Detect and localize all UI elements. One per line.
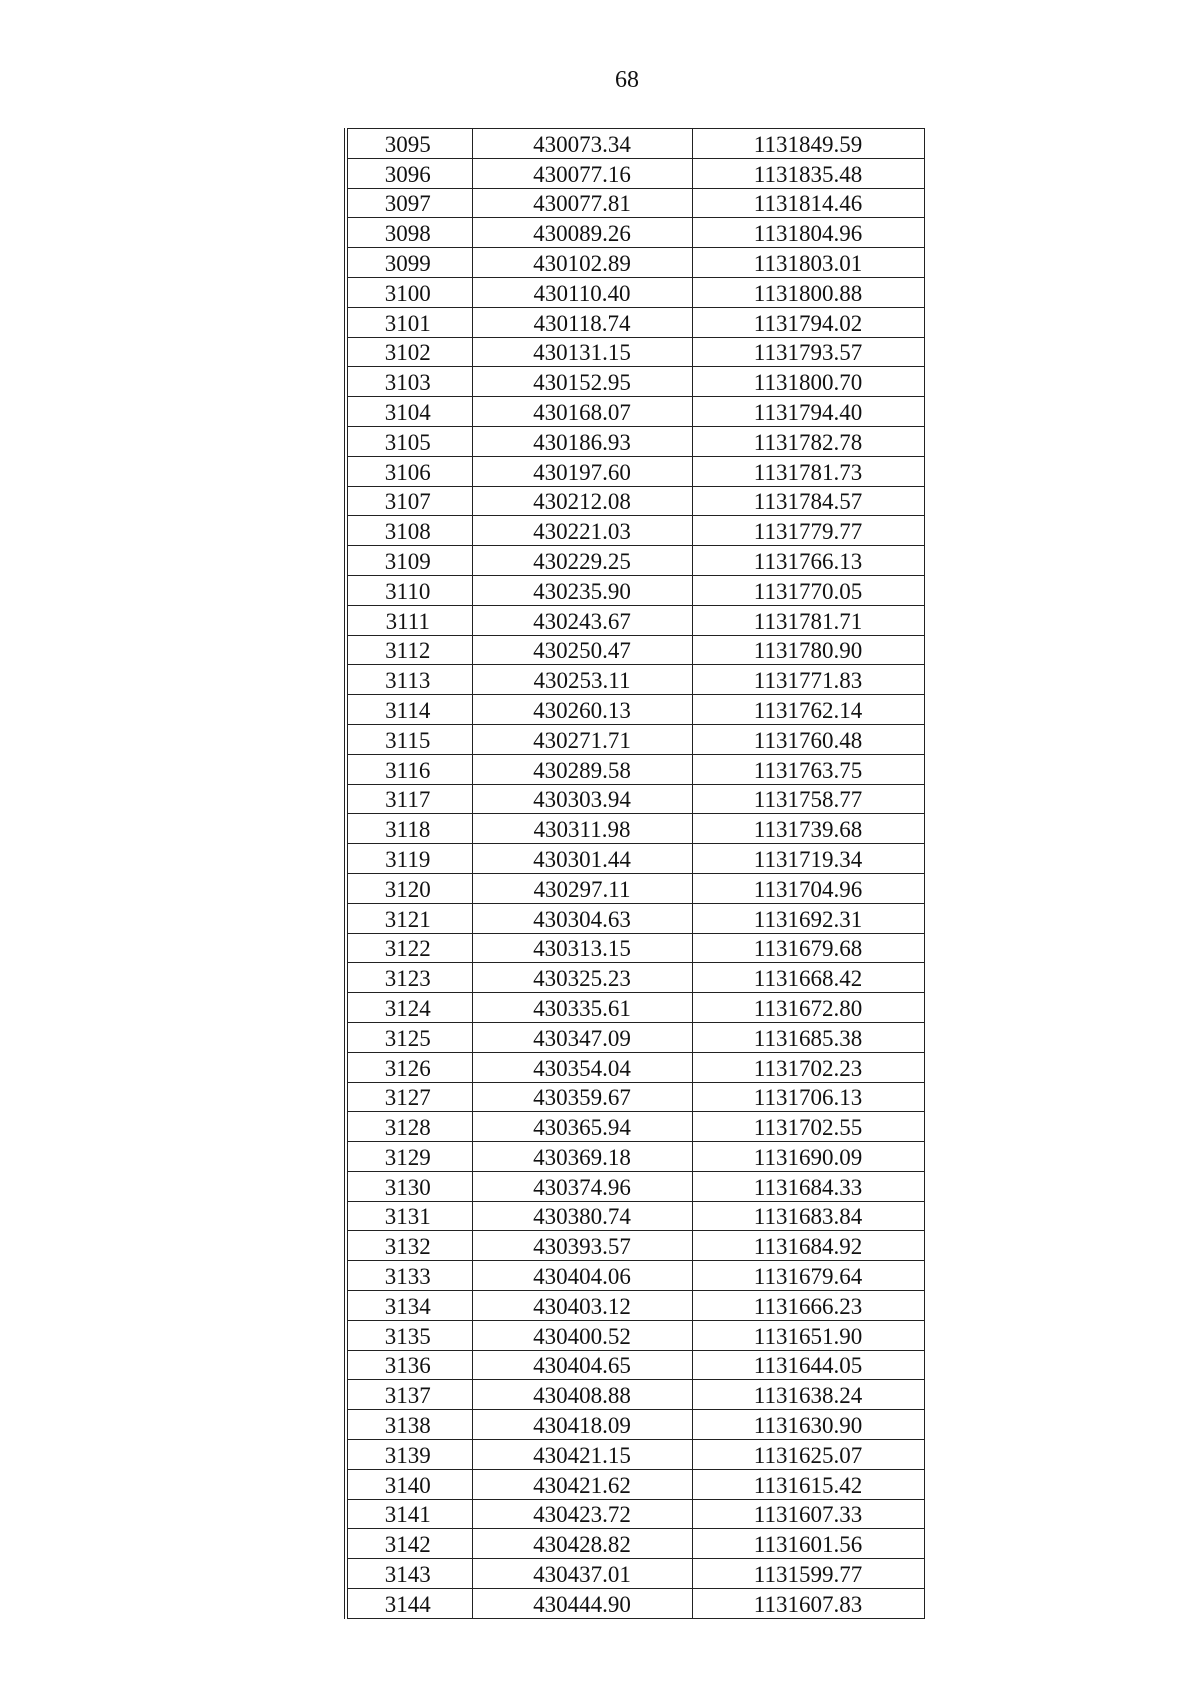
- table-row: [346, 903, 924, 933]
- table-row: [346, 248, 924, 278]
- point-number-cell: 3132: [346, 1231, 472, 1261]
- y-coordinate-cell: 1131651.90: [692, 1320, 924, 1350]
- point-number-cell: 3096: [346, 158, 472, 188]
- table-row: [346, 367, 924, 397]
- point-number-cell: 3139: [346, 1440, 472, 1470]
- y-coordinate-cell: 1131690.09: [692, 1142, 924, 1172]
- table-row: [346, 426, 924, 456]
- x-coordinate-cell: 430197.60: [472, 456, 692, 486]
- y-coordinate-cell: 1131763.75: [692, 754, 924, 784]
- table-row: [346, 516, 924, 546]
- table-row: [346, 1440, 924, 1470]
- table-row: [346, 665, 924, 695]
- y-coordinate-cell: 1131685.38: [692, 1022, 924, 1052]
- y-coordinate-cell: 1131739.68: [692, 814, 924, 844]
- y-coordinate-cell: 1131760.48: [692, 724, 924, 754]
- y-coordinate-cell: 1131782.78: [692, 426, 924, 456]
- point-number-cell: 3099: [346, 248, 472, 278]
- table-row: [346, 844, 924, 874]
- x-coordinate-cell: 430335.61: [472, 993, 692, 1023]
- y-coordinate-cell: 1131679.68: [692, 933, 924, 963]
- y-coordinate-cell: 1131800.88: [692, 277, 924, 307]
- point-number-cell: 3102: [346, 337, 472, 367]
- x-coordinate-cell: 430311.98: [472, 814, 692, 844]
- table-row: [346, 1261, 924, 1291]
- y-coordinate-cell: 1131849.59: [692, 129, 924, 159]
- x-coordinate-cell: 430304.63: [472, 903, 692, 933]
- x-coordinate-cell: 430131.15: [472, 337, 692, 367]
- y-coordinate-cell: 1131684.33: [692, 1171, 924, 1201]
- point-number-cell: 3104: [346, 397, 472, 427]
- y-coordinate-cell: 1131668.42: [692, 963, 924, 993]
- x-coordinate-cell: 430077.81: [472, 188, 692, 218]
- point-number-cell: 3137: [346, 1380, 472, 1410]
- table-row: [346, 814, 924, 844]
- point-number-cell: 3097: [346, 188, 472, 218]
- point-number-cell: 3136: [346, 1350, 472, 1380]
- x-coordinate-cell: 430421.62: [472, 1469, 692, 1499]
- table-row: [346, 218, 924, 248]
- table-row: [346, 277, 924, 307]
- table-row: [346, 963, 924, 993]
- y-coordinate-cell: 1131781.71: [692, 605, 924, 635]
- point-number-cell: 3105: [346, 426, 472, 456]
- point-number-cell: 3141: [346, 1499, 472, 1529]
- x-coordinate-cell: 430077.16: [472, 158, 692, 188]
- y-coordinate-cell: 1131835.48: [692, 158, 924, 188]
- table-row: [346, 1559, 924, 1589]
- x-coordinate-cell: 430365.94: [472, 1112, 692, 1142]
- point-number-cell: 3135: [346, 1320, 472, 1350]
- x-coordinate-cell: 430380.74: [472, 1201, 692, 1231]
- x-coordinate-cell: 430369.18: [472, 1142, 692, 1172]
- y-coordinate-cell: 1131770.05: [692, 575, 924, 605]
- x-coordinate-cell: 430297.11: [472, 873, 692, 903]
- y-coordinate-cell: 1131607.83: [692, 1589, 924, 1619]
- point-number-cell: 3144: [346, 1589, 472, 1619]
- y-coordinate-cell: 1131684.92: [692, 1231, 924, 1261]
- table-row: [346, 1350, 924, 1380]
- x-coordinate-cell: 430235.90: [472, 575, 692, 605]
- x-coordinate-cell: 430102.89: [472, 248, 692, 278]
- point-number-cell: 3134: [346, 1291, 472, 1321]
- table-row: [346, 1291, 924, 1321]
- table-row: [346, 605, 924, 635]
- table-row: [346, 1171, 924, 1201]
- x-coordinate-cell: 430229.25: [472, 546, 692, 576]
- y-coordinate-cell: 1131766.13: [692, 546, 924, 576]
- point-number-cell: 3111: [346, 605, 472, 635]
- y-coordinate-cell: 1131702.23: [692, 1052, 924, 1082]
- table-row: [346, 993, 924, 1023]
- y-coordinate-cell: 1131683.84: [692, 1201, 924, 1231]
- point-number-cell: 3109: [346, 546, 472, 576]
- table-row: [346, 784, 924, 814]
- table-row: [346, 307, 924, 337]
- point-number-cell: 3110: [346, 575, 472, 605]
- point-number-cell: 3127: [346, 1082, 472, 1112]
- y-coordinate-cell: 1131672.80: [692, 993, 924, 1023]
- y-coordinate-cell: 1131706.13: [692, 1082, 924, 1112]
- y-coordinate-cell: 1131615.42: [692, 1469, 924, 1499]
- coordinate-table-body: [346, 129, 924, 1619]
- point-number-cell: 3125: [346, 1022, 472, 1052]
- x-coordinate-cell: 430404.06: [472, 1261, 692, 1291]
- y-coordinate-cell: 1131704.96: [692, 873, 924, 903]
- point-number-cell: 3140: [346, 1469, 472, 1499]
- table-row: [346, 129, 924, 159]
- point-number-cell: 3100: [346, 277, 472, 307]
- table-row: [346, 158, 924, 188]
- x-coordinate-cell: 430313.15: [472, 933, 692, 963]
- x-coordinate-cell: 430418.09: [472, 1410, 692, 1440]
- table-row: [346, 635, 924, 665]
- point-number-cell: 3133: [346, 1261, 472, 1291]
- x-coordinate-cell: 430271.71: [472, 724, 692, 754]
- point-number-cell: 3107: [346, 486, 472, 516]
- point-number-cell: 3130: [346, 1171, 472, 1201]
- point-number-cell: 3114: [346, 695, 472, 725]
- point-number-cell: 3106: [346, 456, 472, 486]
- y-coordinate-cell: 1131794.40: [692, 397, 924, 427]
- x-coordinate-cell: 430404.65: [472, 1350, 692, 1380]
- point-number-cell: 3121: [346, 903, 472, 933]
- y-coordinate-cell: 1131758.77: [692, 784, 924, 814]
- x-coordinate-cell: 430260.13: [472, 695, 692, 725]
- table-row: [346, 1469, 924, 1499]
- point-number-cell: 3115: [346, 724, 472, 754]
- table-row: [346, 1529, 924, 1559]
- point-number-cell: 3108: [346, 516, 472, 546]
- x-coordinate-cell: 430110.40: [472, 277, 692, 307]
- x-coordinate-cell: 430393.57: [472, 1231, 692, 1261]
- y-coordinate-cell: 1131780.90: [692, 635, 924, 665]
- y-coordinate-cell: 1131771.83: [692, 665, 924, 695]
- point-number-cell: 3098: [346, 218, 472, 248]
- x-coordinate-cell: 430250.47: [472, 635, 692, 665]
- y-coordinate-cell: 1131793.57: [692, 337, 924, 367]
- point-number-cell: 3122: [346, 933, 472, 963]
- x-coordinate-cell: 430303.94: [472, 784, 692, 814]
- point-number-cell: 3101: [346, 307, 472, 337]
- point-number-cell: 3142: [346, 1529, 472, 1559]
- x-coordinate-cell: 430243.67: [472, 605, 692, 635]
- y-coordinate-cell: 1131803.01: [692, 248, 924, 278]
- table-row: [346, 873, 924, 903]
- table-row: [346, 1499, 924, 1529]
- table-row: [346, 546, 924, 576]
- x-coordinate-cell: 430428.82: [472, 1529, 692, 1559]
- y-coordinate-cell: 1131666.23: [692, 1291, 924, 1321]
- x-coordinate-cell: 430437.01: [472, 1559, 692, 1589]
- point-number-cell: 3113: [346, 665, 472, 695]
- y-coordinate-cell: 1131692.31: [692, 903, 924, 933]
- y-coordinate-cell: 1131781.73: [692, 456, 924, 486]
- point-number-cell: 3138: [346, 1410, 472, 1440]
- table-row: [346, 1201, 924, 1231]
- point-number-cell: 3126: [346, 1052, 472, 1082]
- x-coordinate-cell: 430325.23: [472, 963, 692, 993]
- table-row: [346, 1112, 924, 1142]
- y-coordinate-cell: 1131607.33: [692, 1499, 924, 1529]
- table-row: [346, 486, 924, 516]
- table-row: [346, 724, 924, 754]
- y-coordinate-cell: 1131814.46: [692, 188, 924, 218]
- table-row: [346, 1082, 924, 1112]
- table-row: [346, 337, 924, 367]
- y-coordinate-cell: 1131625.07: [692, 1440, 924, 1470]
- y-coordinate-cell: 1131794.02: [692, 307, 924, 337]
- x-coordinate-cell: 430347.09: [472, 1022, 692, 1052]
- coordinate-table: [344, 128, 925, 1619]
- point-number-cell: 3128: [346, 1112, 472, 1142]
- table-row: [346, 397, 924, 427]
- table-row: [346, 695, 924, 725]
- x-coordinate-cell: 430221.03: [472, 516, 692, 546]
- y-coordinate-cell: 1131638.24: [692, 1380, 924, 1410]
- y-coordinate-cell: 1131719.34: [692, 844, 924, 874]
- x-coordinate-cell: 430118.74: [472, 307, 692, 337]
- y-coordinate-cell: 1131784.57: [692, 486, 924, 516]
- point-number-cell: 3123: [346, 963, 472, 993]
- point-number-cell: 3129: [346, 1142, 472, 1172]
- x-coordinate-cell: 430400.52: [472, 1320, 692, 1350]
- table-row: [346, 754, 924, 784]
- x-coordinate-cell: 430186.93: [472, 426, 692, 456]
- point-number-cell: 3124: [346, 993, 472, 1023]
- y-coordinate-cell: 1131762.14: [692, 695, 924, 725]
- point-number-cell: 3112: [346, 635, 472, 665]
- point-number-cell: 3103: [346, 367, 472, 397]
- y-coordinate-cell: 1131702.55: [692, 1112, 924, 1142]
- table-row: [346, 1589, 924, 1619]
- table-row: [346, 575, 924, 605]
- point-number-cell: 3117: [346, 784, 472, 814]
- point-number-cell: 3118: [346, 814, 472, 844]
- x-coordinate-cell: 430403.12: [472, 1291, 692, 1321]
- y-coordinate-cell: 1131630.90: [692, 1410, 924, 1440]
- y-coordinate-cell: 1131800.70: [692, 367, 924, 397]
- point-number-cell: 3120: [346, 873, 472, 903]
- x-coordinate-cell: 430168.07: [472, 397, 692, 427]
- table-row: [346, 456, 924, 486]
- table-row: [346, 1380, 924, 1410]
- x-coordinate-cell: 430253.11: [472, 665, 692, 695]
- table-row: [346, 1410, 924, 1440]
- table-row: [346, 1142, 924, 1172]
- x-coordinate-cell: 430212.08: [472, 486, 692, 516]
- y-coordinate-cell: 1131804.96: [692, 218, 924, 248]
- y-coordinate-cell: 1131601.56: [692, 1529, 924, 1559]
- y-coordinate-cell: 1131599.77: [692, 1559, 924, 1589]
- point-number-cell: 3131: [346, 1201, 472, 1231]
- x-coordinate-cell: 430354.04: [472, 1052, 692, 1082]
- table-row: [346, 933, 924, 963]
- table-row: [346, 1231, 924, 1261]
- point-number-cell: 3143: [346, 1559, 472, 1589]
- point-number-cell: 3095: [346, 129, 472, 159]
- x-coordinate-cell: 430152.95: [472, 367, 692, 397]
- point-number-cell: 3116: [346, 754, 472, 784]
- x-coordinate-cell: 430444.90: [472, 1589, 692, 1619]
- table-row: [346, 188, 924, 218]
- y-coordinate-cell: 1131679.64: [692, 1261, 924, 1291]
- x-coordinate-cell: 430289.58: [472, 754, 692, 784]
- x-coordinate-cell: 430423.72: [472, 1499, 692, 1529]
- x-coordinate-cell: 430089.26: [472, 218, 692, 248]
- x-coordinate-cell: 430421.15: [472, 1440, 692, 1470]
- x-coordinate-cell: 430073.34: [472, 129, 692, 159]
- point-number-cell: 3119: [346, 844, 472, 874]
- x-coordinate-cell: 430359.67: [472, 1082, 692, 1112]
- y-coordinate-cell: 1131644.05: [692, 1350, 924, 1380]
- table-row: [346, 1052, 924, 1082]
- table-row: [346, 1320, 924, 1350]
- table-row: [346, 1022, 924, 1052]
- page-number: 68: [615, 67, 639, 93]
- x-coordinate-cell: 430301.44: [472, 844, 692, 874]
- x-coordinate-cell: 430408.88: [472, 1380, 692, 1410]
- x-coordinate-cell: 430374.96: [472, 1171, 692, 1201]
- y-coordinate-cell: 1131779.77: [692, 516, 924, 546]
